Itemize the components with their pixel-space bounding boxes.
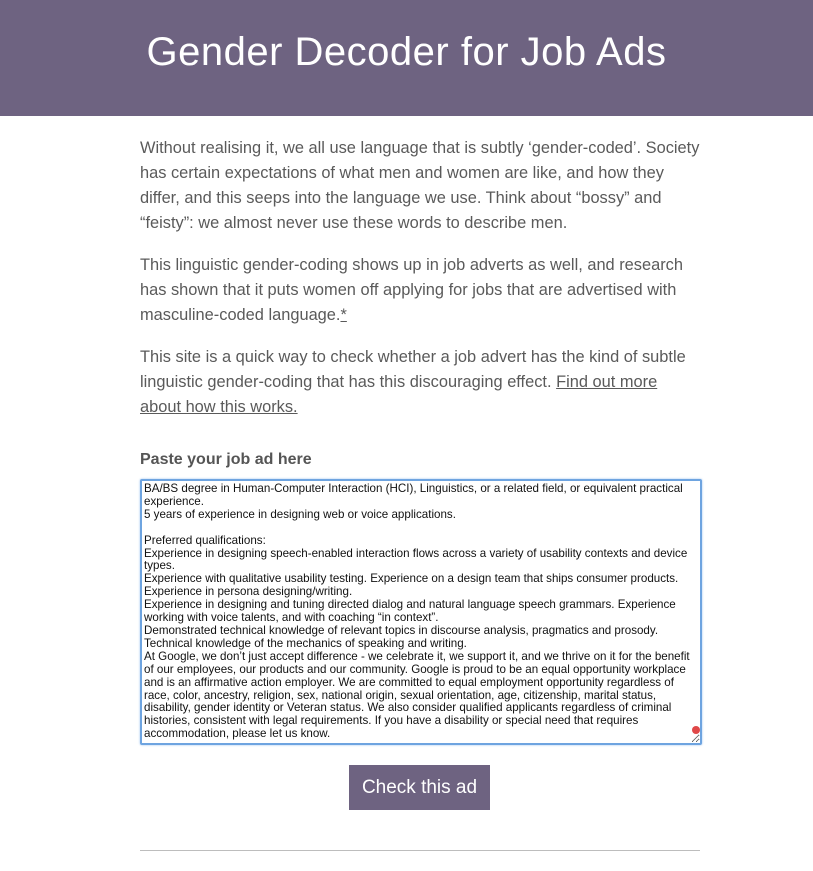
page-header: [0, 0, 813, 116]
intro-paragraph-3: [140, 345, 702, 420]
job-ad-input-wrapper: [140, 479, 702, 745]
intro-paragraph-2: [140, 253, 702, 328]
job-ad-textarea[interactable]: [140, 479, 702, 745]
intro-paragraph-3-text: This site is a quick way to check whether a job advert has the kind of subtle linguistic gender-coding that has this discouraging effect.: [140, 348, 686, 391]
research-footnote-link[interactable]: *: [340, 306, 347, 324]
check-ad-button[interactable]: Check this ad: [349, 765, 490, 810]
intro-section: [140, 136, 702, 437]
find-out-more-link[interactable]: Find out more about how this works.: [140, 373, 658, 416]
section-divider: [140, 850, 700, 851]
intro-paragraph-2-text: This linguistic gender-coding shows up in job adverts as well, and research has shown that it puts women off applying for jobs that are advertised with masculine-coded language.: [140, 256, 683, 324]
intro-paragraph-1: Without realising it, we all use language that is subtly ‘gender-coded’. Society has certain expectations of what men and women are like, and how they differ, and this seeps into the language we use. Think about “bossy” and “feisty”: we almost never use these words to describe men.: [140, 139, 700, 232]
page-title: Gender Decoder for Job Ads: [146, 29, 667, 74]
spellcheck-indicator-icon: [692, 726, 700, 734]
job-ad-label: Paste your job ad here: [140, 451, 312, 468]
